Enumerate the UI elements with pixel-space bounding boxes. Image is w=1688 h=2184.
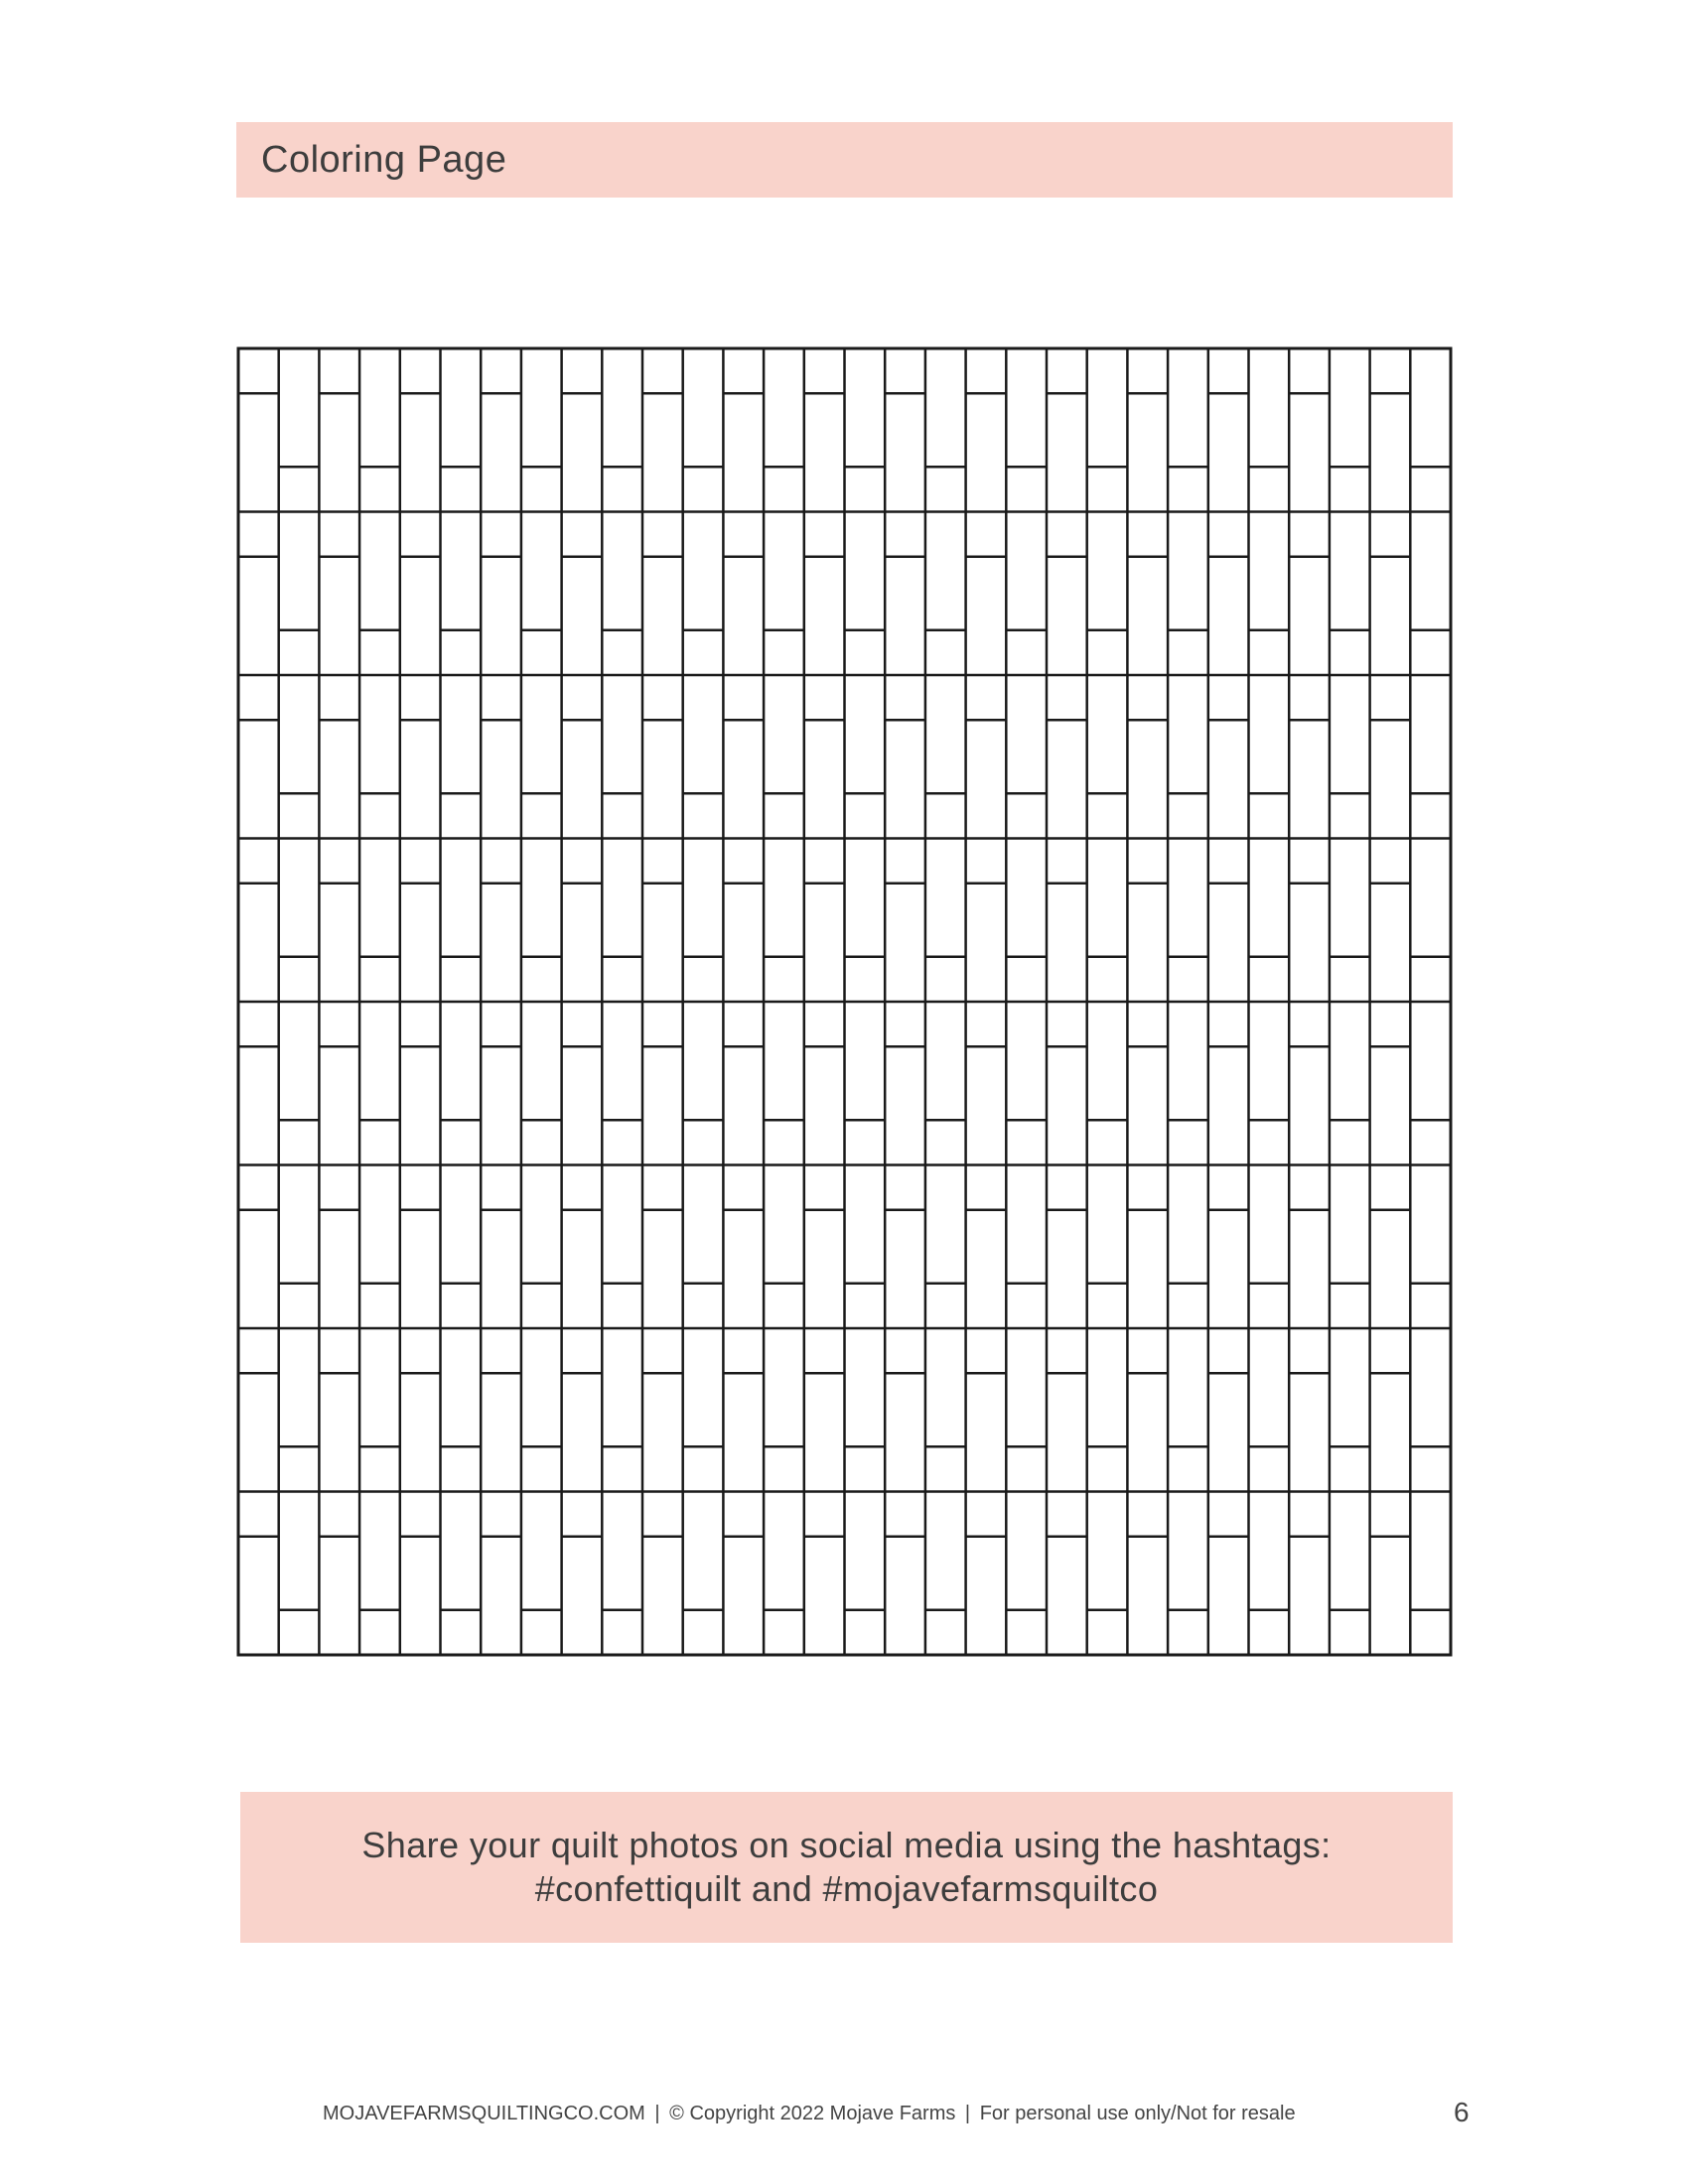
footer-site-link[interactable]: MOJAVEFARMSQUILTINGCO.COM [323, 2103, 645, 2124]
footer-separator: | [964, 2103, 971, 2124]
footer-usage: For personal use only/Not for resale [979, 2103, 1296, 2124]
quilt-coloring-grid[interactable] [236, 346, 1453, 1657]
footer-copyright: © Copyright 2022 Mojave Farms [669, 2103, 956, 2124]
footer [323, 2103, 1296, 2125]
page-title: Coloring Page [261, 138, 507, 181]
footer-separator: | [654, 2103, 660, 2124]
quilt-grid-svg[interactable] [236, 346, 1453, 1657]
page-title-banner [236, 122, 1453, 198]
share-line-1: Share your quilt photos on social media using the hashtags: [361, 1825, 1332, 1865]
share-banner [240, 1792, 1453, 1943]
page-number: 6 [1454, 2097, 1470, 2127]
share-hashtags: #confettiquilt and #mojavefarmsquiltco [534, 1868, 1159, 1909]
